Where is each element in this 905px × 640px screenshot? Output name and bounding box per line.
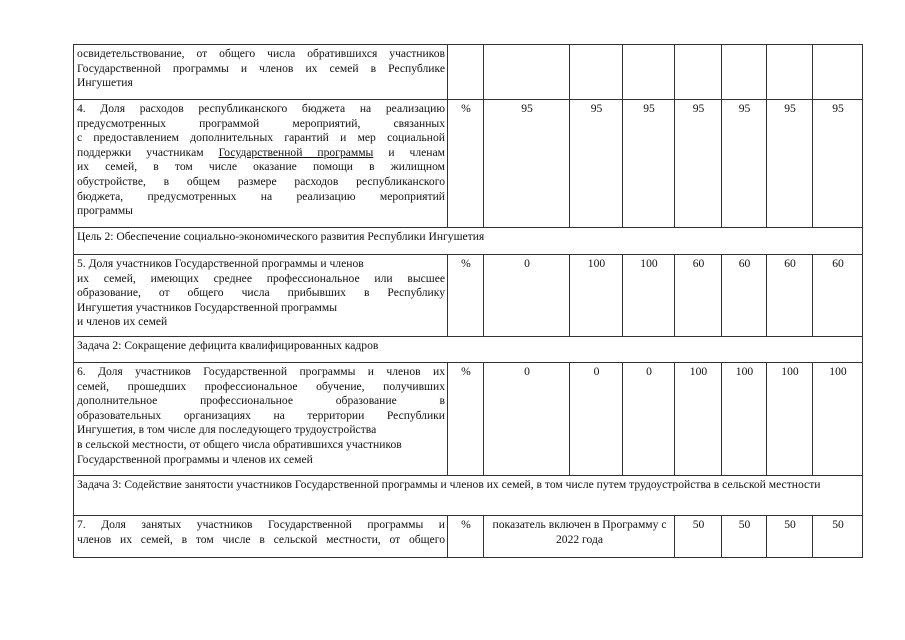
value-cell — [722, 45, 767, 100]
task-heading: Задача 3: Содействие занятости участников Государственной программы и членов их семей, в том числе путем трудоустройства в сельской местности — [74, 476, 863, 516]
section-row — [74, 476, 863, 516]
value-cell: 100 — [767, 363, 813, 476]
value-cell: 100 — [623, 255, 675, 337]
indicator-description: 7. Доля занятых участников Государственной программы и членов их семей, в том числе в сельской местности, от общего — [74, 516, 448, 558]
value-cell — [623, 45, 675, 100]
value-cell — [484, 45, 570, 100]
indicator-description: освидетельствование, от общего числа обратившихся участников Государственной программы и членов их семей в Республике Ингушетия — [74, 45, 448, 100]
value-cell: 95 — [767, 100, 813, 228]
value-cell: 50 — [767, 516, 813, 558]
value-cell: 95 — [623, 100, 675, 228]
indicator-description: 6. Доля участников Государственной программы и членов их семей, прошедших профессиональное обучение, получивших дополнительное профессиональное образование в образовательных организациях на территории Республики Ингушетия, в том числе для последующего трудоустройства в сельской местности, от общего числа обратившихся участников Государственной программы и членов их семей — [74, 363, 448, 476]
table-row — [74, 516, 863, 558]
value-cell: 95 — [570, 100, 623, 228]
value-cell: 95 — [675, 100, 722, 228]
unit-cell — [448, 45, 484, 100]
value-cell — [767, 45, 813, 100]
value-cell: 95 — [484, 100, 570, 228]
table-row — [74, 363, 863, 476]
section-row — [74, 337, 863, 363]
value-cell: 100 — [675, 363, 722, 476]
unit-cell: % — [448, 100, 484, 228]
value-cell: 60 — [813, 255, 863, 337]
value-cell: 60 — [767, 255, 813, 337]
value-cell: 100 — [813, 363, 863, 476]
value-cell — [813, 45, 863, 100]
value-cell: 0 — [484, 255, 570, 337]
merged-note-cell: показатель включен в Программу с 2022 года — [484, 516, 675, 558]
table-row — [74, 255, 863, 337]
unit-cell: % — [448, 255, 484, 337]
unit-cell: % — [448, 516, 484, 558]
value-cell: 100 — [722, 363, 767, 476]
table-row — [74, 100, 863, 228]
task-heading: Задача 2: Сокращение дефицита квалифицированных кадров — [74, 337, 863, 363]
value-cell: 50 — [675, 516, 722, 558]
section-row — [74, 228, 863, 255]
value-cell: 0 — [570, 363, 623, 476]
goal-heading: Цель 2: Обеспечение социально-экономического развития Республики Ингушетия — [74, 228, 863, 255]
value-cell: 60 — [722, 255, 767, 337]
indicators-table — [73, 44, 863, 558]
value-cell: 100 — [570, 255, 623, 337]
value-cell: 95 — [722, 100, 767, 228]
indicator-description: 4. Доля расходов республиканского бюджета на реализацию предусмотренных программой мероприятий, связанных с предоставлением дополнительных гарантий и мер социальной поддержки участникам Государственной программы и членам их семей, в том числе оказание помощи в жилищном обустройстве, в общем размере расходов республиканского бюджета, предусмотренных на реализацию мероприятий программы — [74, 100, 448, 228]
value-cell — [675, 45, 722, 100]
program-link-text: Государственной программы — [218, 145, 374, 159]
table-row — [74, 45, 863, 100]
value-cell: 50 — [813, 516, 863, 558]
indicator-description: 5. Доля участников Государственной программы и членов их семей, имеющих среднее профессиональное или высшее образование, от общего числа прибывших в Республику Ингушетия участников Государственной программы и членов их семей — [74, 255, 448, 337]
value-cell — [570, 45, 623, 100]
value-cell: 0 — [484, 363, 570, 476]
unit-cell: % — [448, 363, 484, 476]
value-cell: 60 — [675, 255, 722, 337]
value-cell: 50 — [722, 516, 767, 558]
value-cell: 0 — [623, 363, 675, 476]
value-cell: 95 — [813, 100, 863, 228]
